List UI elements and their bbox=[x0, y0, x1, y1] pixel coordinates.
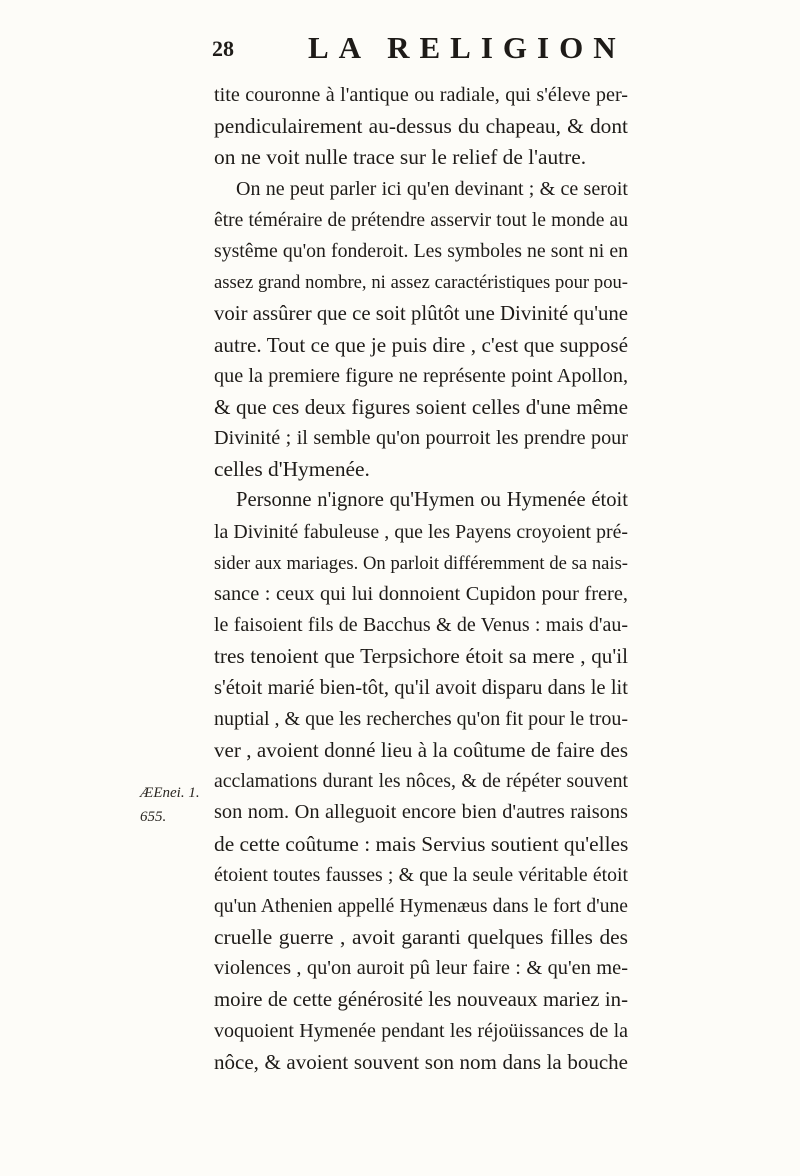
text-line: On ne peut parler ici qu'en devinant ; & ce seroit bbox=[236, 177, 628, 200]
text-line: voir assûrer que ce soit plûtôt une Divinité qu'une bbox=[214, 302, 628, 326]
text-line: tres tenoient que Terpsichore étoit sa mere , qu'il bbox=[214, 644, 628, 669]
text-line: son nom. On alleguoit encore bien d'autres raisons bbox=[214, 801, 628, 824]
text-line: nôce, & avoient souvent son nom dans la bouche bbox=[214, 1049, 628, 1074]
text-line: & que ces deux figures soient celles d'une même bbox=[214, 394, 628, 419]
text-line: nuptial , & que les recherches qu'on fit pour le trou- bbox=[214, 707, 629, 730]
text-line: étoient toutes fausses ; & que la seule véritable étoit bbox=[214, 863, 628, 886]
text-line: autre. Tout ce que je puis dire , c'est que supposé bbox=[214, 332, 628, 357]
text-line: s'étoit marié bien-tôt, qu'il avoit disparu dans le lit bbox=[214, 676, 628, 699]
page-number: 28 bbox=[212, 36, 234, 61]
text-line: être téméraire de prétendre asservir tout le monde au bbox=[214, 209, 628, 231]
text-line: celles d'Hymenée. bbox=[214, 457, 370, 482]
text-line: la Divinité fabuleuse , que les Payens croyoient pré- bbox=[214, 520, 628, 543]
margin-citation-line: 655. bbox=[140, 809, 167, 825]
page-header bbox=[212, 30, 632, 70]
body-text bbox=[214, 80, 628, 1078]
text-line: moire de cette générosité les nouveaux mariez in- bbox=[214, 988, 628, 1012]
text-line: sider aux mariages. On parloit différemment de sa nais- bbox=[214, 552, 628, 574]
text-line: cruelle guerre , avoit garanti quelques filles des bbox=[214, 925, 628, 950]
text-line: assez grand nombre, ni assez caractéristiques pour pou- bbox=[214, 272, 628, 294]
text-line: acclamations durant les nôces, & de répéter souvent bbox=[214, 770, 628, 793]
text-line: le faisoient fils de Bacchus & de Venus : mais d'au- bbox=[214, 614, 628, 637]
text-line: violences , qu'on auroit pû leur faire : & qu'en me- bbox=[214, 957, 628, 980]
text-line: ver , avoient donné lieu à la coûtume de faire des bbox=[214, 737, 628, 762]
text-line: pendiculairement au-dessus du chapeau, & dont bbox=[214, 114, 628, 139]
text-line: tite couronne à l'antique ou radiale, qui s'éleve per- bbox=[214, 84, 628, 106]
text-line: que la premiere figure ne représente point Apollon, bbox=[214, 364, 628, 387]
text-line: voquoient Hymenée pendant les réjoüissances de la bbox=[214, 1019, 628, 1042]
text-line: de cette coûtume : mais Servius soutient qu'elles bbox=[214, 831, 629, 856]
text-line: systême qu'on fonderoit. Les symboles ne sont ni en bbox=[214, 239, 628, 262]
text-line: sance : ceux qui lui donnoient Cupidon pour frere, bbox=[214, 583, 628, 605]
text-line: qu'un Athenien appellé Hymenæus dans le fort d'une bbox=[214, 895, 628, 917]
running-title: LA RELIGION bbox=[308, 30, 626, 65]
margin-citation-line: ÆEnei. 1. bbox=[140, 785, 200, 801]
margin-citation bbox=[140, 781, 210, 829]
text-line: Personne n'ignore qu'Hymen ou Hymenée étoit bbox=[236, 489, 628, 512]
text-line: on ne voit nulle trace sur le relief de l'autre. bbox=[214, 145, 587, 170]
text-line: Divinité ; il semble qu'on pourroit les prendre pour bbox=[214, 427, 628, 450]
